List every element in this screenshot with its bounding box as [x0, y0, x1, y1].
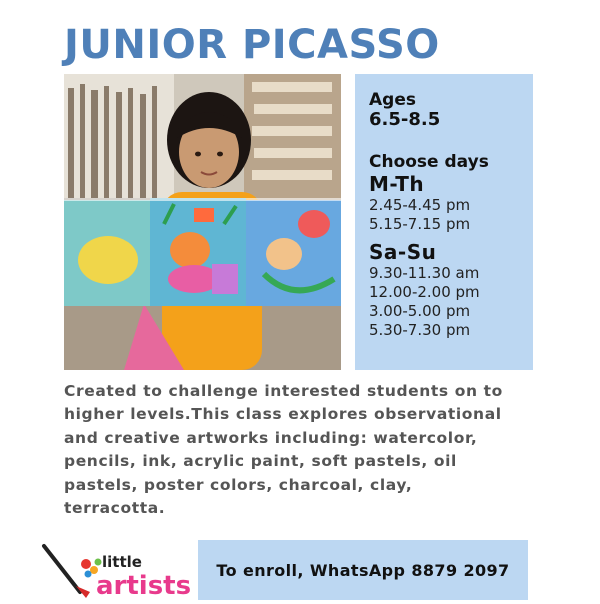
logo-line1: little [102, 553, 142, 571]
description-line: pencils, ink, acrylic paint, soft pastels, oil [64, 452, 457, 471]
class-description [64, 380, 544, 520]
choose-days-label: Choose days [369, 152, 489, 172]
enroll-banner [198, 540, 528, 600]
weekday-label: M-Th [369, 172, 425, 196]
enroll-text: To enroll, WhatsApp 8879 2097 [216, 560, 510, 580]
weekday-time: 2.45-4.45 pm [369, 196, 471, 214]
weekend-time: 3.00-5.00 pm [369, 302, 471, 320]
ages-label: Ages [369, 90, 416, 110]
description-line: higher levels.This class explores observational [64, 405, 502, 424]
logo-line2: artists [96, 571, 192, 600]
description-line: and creative artworks including: watercolor, [64, 428, 478, 447]
weekend-time: 12.00-2.00 pm [369, 283, 480, 301]
student-artwork-photo [64, 74, 341, 370]
description-line: pastels, poster colors, charcoal, clay, [64, 475, 413, 494]
description-line: terracotta. [64, 499, 166, 518]
weekend-label: Sa-Su [369, 240, 437, 264]
little-artists-logo [40, 540, 192, 600]
paintbrush-logo-icon [44, 546, 102, 598]
weekend-time: 9.30-11.30 am [369, 264, 480, 282]
schedule-panel [355, 74, 533, 370]
ages-value: 6.5-8.5 [369, 109, 441, 130]
weekend-time: 5.30-7.30 pm [369, 321, 471, 339]
page-title: JUNIOR PICASSO [64, 22, 440, 68]
weekday-time: 5.15-7.15 pm [369, 215, 471, 233]
description-line: Created to challenge interested students on to [64, 382, 503, 400]
